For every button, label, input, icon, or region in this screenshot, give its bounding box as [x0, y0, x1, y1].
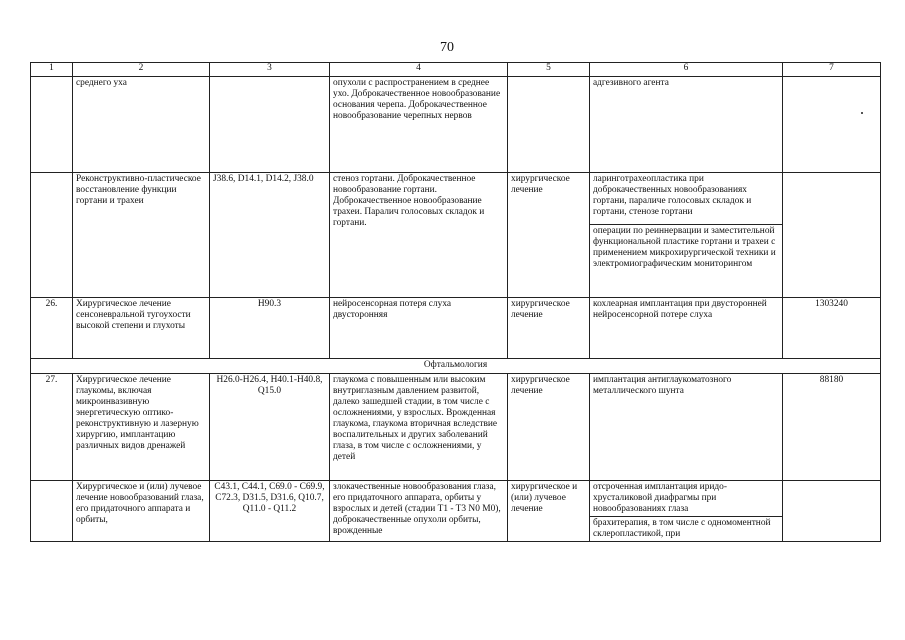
cell-treatment-type: хирургическое лечение [508, 298, 590, 359]
cell-number: 27. [31, 374, 73, 481]
cell-treatment-method: операции по реиннервации и заместительной функциональной пластике гортани и трахеи с применением микрохирургической техники и электромиографическим мониторингом [590, 225, 783, 298]
cell-treatment-method: брахитерапия, в том числе с одномоментной склеропластикой, при [590, 517, 783, 542]
cell-number: 26. [31, 298, 73, 359]
table-row [31, 481, 881, 517]
cell-treatment-method: ларинготрахеопластика при доброкачественных новообразованиях гортани, параличе голосовых складок и гортани, стенозе гортани [590, 173, 783, 225]
cell-method: Хирургическое лечение глаукомы, включая микроинвазивную энергетическую оптико-реконструктивную и лазерную хирургию, имплантацию различных видов дренажей [73, 374, 210, 481]
section-title: Офтальмология [31, 359, 881, 374]
column-header: 4 [330, 63, 508, 77]
cell-treatment-type: хирургическое лечение [508, 374, 590, 481]
cell-treatment-method: отсроченная имплантация иридо-хрусталиковой диафрагмы при новообразованиях глаза [590, 481, 783, 517]
column-header: 2 [73, 63, 210, 77]
cell-treatment-type: хирургическое и (или) лучевое лечение [508, 481, 590, 542]
cell-method: среднего уха [73, 77, 210, 173]
table-row [31, 298, 881, 359]
cell-icd-codes: H26.0-H26.4, H40.1-H40.8, Q15.0 [210, 374, 330, 481]
cell-treatment-method: адгезивного агента [590, 77, 783, 173]
cell-diagnosis: злокачественные новообразования глаза, его придаточного аппарата, орбиты у взрослых и детей (стадии T1 - T3 N0 M0), доброкачественные опухоли орбиты, врожденные [330, 481, 508, 542]
table-row [31, 374, 881, 481]
services-table [30, 62, 881, 542]
cell-icd-codes: C43.1, C44.1, C69.0 - C69.9, C72.3, D31.5, D31.6, Q10.7, Q11.0 - Q11.2 [210, 481, 330, 542]
cell-method: Хирургическое лечение сенсоневральной тугоухости высокой степени и глухоты [73, 298, 210, 359]
cell-cost: 1303240 [783, 298, 881, 359]
cell-treatment-method: кохлеарная имплантация при двусторонней нейросенсорной потере слуха [590, 298, 783, 359]
section-row [31, 359, 881, 374]
cell-diagnosis: опухоли с распространением в среднее ухо. Доброкачественное новообразование основания черепа. Доброкачественное новообразование черепных нервов [330, 77, 508, 173]
cell-icd-codes: J38.6, D14.1, D14.2, J38.0 [210, 173, 330, 298]
cell-method: Реконструктивно-пластическое восстановление функции гортани и трахеи [73, 173, 210, 298]
table-row [31, 173, 881, 225]
cell-treatment-type: хирургическое лечение [508, 173, 590, 298]
column-header: 3 [210, 63, 330, 77]
column-header: 7 [783, 63, 881, 77]
table-row [31, 77, 881, 173]
cell-cost: 88180 [783, 374, 881, 481]
column-header: 1 [31, 63, 73, 77]
cell-method: Хирургическое и (или) лучевое лечение новообразований глаза, его придаточного аппарата и орбиты, [73, 481, 210, 542]
page-number: 70 [440, 40, 454, 55]
cell-diagnosis: нейросенсорная потеря слуха двусторонняя [330, 298, 508, 359]
cell-diagnosis: стеноз гортани. Доброкачественное новообразование гортани. Доброкачественное новообразование трахеи. Паралич голосовых складок и гортани. [330, 173, 508, 298]
cell-icd-codes: H90.3 [210, 298, 330, 359]
column-header: 5 [508, 63, 590, 77]
cell-treatment-method: имплантация антиглаукоматозного металлического шунта [590, 374, 783, 481]
column-header: 6 [590, 63, 783, 77]
header-row [31, 63, 881, 77]
cell-diagnosis: глаукома с повышенным или высоким внутриглазным давлением развитой, далеко зашедшей стадии, в том числе с осложнениями, у взрослых. Врожденная глаукома, глаукома вторичная вследствие воспалительных и других заболеваний глаза, в том числе с осложнениями, у детей [330, 374, 508, 481]
